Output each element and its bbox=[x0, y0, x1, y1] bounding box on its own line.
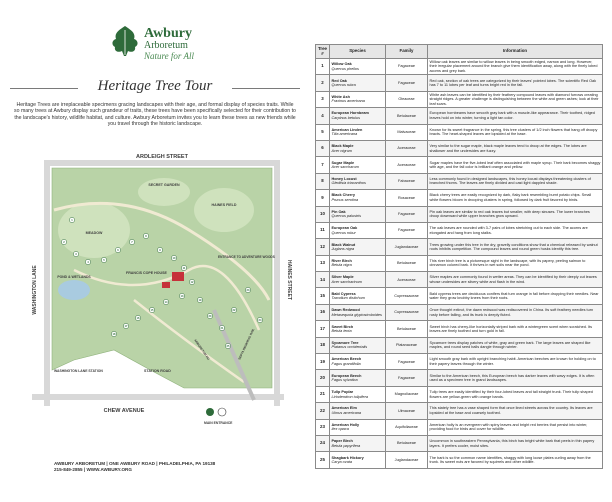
haines-road bbox=[274, 160, 280, 406]
table-row bbox=[316, 75, 603, 91]
tree-family: Fagaceae bbox=[386, 370, 428, 386]
table-row bbox=[316, 354, 603, 370]
tree-number: 9 bbox=[316, 190, 330, 206]
tree-family: Cupressaceae bbox=[386, 288, 428, 304]
oak-leaf-icon bbox=[108, 24, 142, 58]
species-latin: Acer saccharum bbox=[331, 165, 359, 170]
species-latin: Betula nigra bbox=[331, 263, 352, 268]
tree-species bbox=[330, 337, 386, 353]
species-latin: Fagus grandifolia bbox=[331, 361, 361, 366]
tree-info: Known for its sweet fragrance in the spring, this tree clusters of 1/2 inch flowers that hang off droopy bracts. The heart-shaped leaves are lopsided at the base. bbox=[428, 124, 603, 140]
tree-species bbox=[330, 255, 386, 271]
tree-info: Once thought extinct, the dawn redwood was rediscovered in China. Its soft feathery needles turn rusty before falling, and its trunk is deeply fluted. bbox=[428, 304, 603, 320]
tree-info: This river birch tree is a picturesque sight in the landscape, with its papery, peeling salmon to cinnamon colored bark. It thrives in wet soils near the pond. bbox=[428, 255, 603, 271]
species-common: Willow Oak bbox=[331, 62, 352, 67]
tree-number: 17 bbox=[316, 321, 330, 337]
tree-species bbox=[330, 190, 386, 206]
tree-family: Aceraceae bbox=[386, 140, 428, 156]
tree-species bbox=[330, 419, 386, 435]
tree-species bbox=[330, 321, 386, 337]
brand-subname: Arboretum bbox=[144, 40, 188, 51]
header-family: Family bbox=[386, 45, 428, 59]
species-common: Red Oak bbox=[331, 78, 347, 83]
tree-species bbox=[330, 370, 386, 386]
tree-info: Sycamore trees display patches of white, gray and green bark. The large leaves are shaped like maples, and round seed balls dangle through winter. bbox=[428, 337, 603, 353]
table-row bbox=[316, 59, 603, 75]
tree-family: Fagaceae bbox=[386, 75, 428, 91]
species-latin: Gleditsia triacanthos bbox=[331, 181, 366, 186]
tree-info: Less commonly found in designed landscapes, this honey locust displays threatening clusters of branched thorns. The leaves are finely divided and cast light dappled shade. bbox=[428, 173, 603, 189]
tree-number: 2 bbox=[316, 75, 330, 91]
tree-number: 23 bbox=[316, 419, 330, 435]
tree-marker-label: 21 bbox=[220, 327, 224, 331]
species-common: Tulip Poplar bbox=[331, 390, 354, 395]
species-common: River Birch bbox=[331, 258, 352, 263]
tree-number: 6 bbox=[316, 140, 330, 156]
table-row bbox=[316, 370, 603, 386]
tree-family: Platanaceae bbox=[386, 337, 428, 353]
tree-marker-label: 1 bbox=[71, 219, 73, 223]
species-common: Bald Cypress bbox=[331, 291, 356, 296]
tree-family: Cupressaceae bbox=[386, 304, 428, 320]
tree-marker-label: 16 bbox=[136, 317, 140, 321]
washington-road bbox=[44, 160, 50, 406]
tree-species bbox=[330, 59, 386, 75]
table-row bbox=[316, 157, 603, 173]
tree-marker-label: 18 bbox=[112, 333, 116, 337]
tree-info: The bark is so the common name identifies, shaggy with long loose plates curling away from the trunk. Its sweet nuts are favored by squirrels and other wildlife. bbox=[428, 452, 603, 468]
tree-info: Bald cypress trees are deciduous conifers that turn orange in fall before dropping their needles. Near water they grow knobby knees from their roots. bbox=[428, 288, 603, 304]
tree-family: Fagaceae bbox=[386, 354, 428, 370]
footer bbox=[54, 461, 304, 473]
label-pond: POND & WETLANDS bbox=[57, 275, 91, 279]
tree-family: Malvaceae bbox=[386, 124, 428, 140]
brand-name: Awbury bbox=[144, 26, 192, 41]
table-row bbox=[316, 452, 603, 468]
tree-species bbox=[330, 435, 386, 451]
footer-address: AWBURY ARBORETUM | ONE AWBURY ROAD | PHILADELPHIA, PA 19138 bbox=[54, 461, 216, 466]
street-chew: CHEW AVENUE bbox=[103, 408, 145, 414]
header-species: Species bbox=[330, 45, 386, 59]
tree-marker-label: 4 bbox=[87, 261, 89, 265]
species-latin: Juglans nigra bbox=[331, 246, 355, 251]
tree-family: Juglandaceae bbox=[386, 239, 428, 255]
street-ardleigh: ARDLEIGH STREET bbox=[136, 154, 188, 160]
table-row bbox=[316, 337, 603, 353]
tree-info: The oak leaves are rounded with 3-7 pairs of lobes stretching out to each side. The acorns are elongated and hang from long stalks. bbox=[428, 222, 603, 238]
tree-legend-icon bbox=[206, 408, 214, 416]
tree-info: White ash leaves can be identified by their feathery compound leaves with diamond furrows creating straight ridges. A greater challenge is distinguishing between the white and green ashes; look at their leaf scars. bbox=[428, 91, 603, 107]
tree-marker-label: 24 bbox=[258, 319, 262, 323]
septa-label: SEPTA REGIONAL RAIL bbox=[237, 327, 256, 361]
species-latin: Tilia americana bbox=[331, 132, 358, 137]
tree-species bbox=[330, 354, 386, 370]
tree-marker-label: 20 bbox=[208, 315, 212, 319]
species-latin: Carpinus betulus bbox=[331, 115, 360, 120]
pond-area bbox=[58, 280, 90, 300]
street-station: STATION ROAD bbox=[144, 369, 171, 373]
tree-species bbox=[330, 288, 386, 304]
tree-family: Juglandaceae bbox=[386, 452, 428, 468]
species-latin: Quercus palustris bbox=[331, 214, 362, 219]
tree-marker-label: 10 bbox=[172, 257, 176, 261]
species-common: Shagbark Hickory bbox=[331, 455, 364, 460]
tree-info: American holly is an evergreen with spiny leaves and bright red berries that persist into winter, providing food for birds and cover for wildlife. bbox=[428, 419, 603, 435]
tree-species bbox=[330, 206, 386, 222]
site-map bbox=[14, 150, 296, 440]
species-common: Pin Oak bbox=[331, 209, 346, 214]
awbury-logo bbox=[108, 22, 208, 64]
species-latin: Fraxinus americana bbox=[331, 99, 365, 104]
table-row bbox=[316, 304, 603, 320]
tree-family: Betulaceae bbox=[386, 321, 428, 337]
label-main-entrance: MAIN ENTRANCE bbox=[204, 421, 233, 425]
tree-info: Very similar to the sugar maple, black maple leaves tend to droop at the edges. The lobes are shallower and the undersides are fuzzy. bbox=[428, 140, 603, 156]
ardleigh-road bbox=[44, 160, 280, 166]
title-rule-right bbox=[232, 88, 300, 89]
chew-road bbox=[32, 394, 284, 400]
tree-species bbox=[330, 304, 386, 320]
tree-marker-label: 9 bbox=[159, 249, 161, 253]
tree-number: 19 bbox=[316, 354, 330, 370]
tree-table-panel bbox=[315, 44, 602, 469]
tree-info: European hornbeams have smooth gray bark with a muscle-like appearance. Their toothed, ridged leaves hold on into winter, turning a light tan color. bbox=[428, 108, 603, 124]
tree-info: Pin oak leaves are similar to red oak leaves but smaller, with deep sinuses. The lower branches droop downward while upper branches grow upward. bbox=[428, 206, 603, 222]
table-row bbox=[316, 124, 603, 140]
species-common: Honey Locust bbox=[331, 177, 357, 182]
tree-info: Uncommon in southeastern Pennsylvania, this birch has bright white bark that peels in thin papery layers. It prefers cooler, moist sites. bbox=[428, 435, 603, 451]
tree-family: Aceraceae bbox=[386, 157, 428, 173]
title-bar bbox=[10, 78, 300, 98]
tree-number: 14 bbox=[316, 272, 330, 288]
tree-info: This stately tree has a vase shaped form that once lined streets across the country. Its leaves are lopsided at the base and coarsely toothed. bbox=[428, 403, 603, 419]
table-row bbox=[316, 272, 603, 288]
intro-paragraph: Heritage Trees are irreplaceable specimens gracing landscapes with their age, and formal display of species traits. While so many trees at Awbury display such grandeur of traits, these trees have been specifically selected for their contribution to the landscape's history, wildlife habitat, and culture. Awbury Arboretum invites you to learn these trees as new friends while you travel through the historic landscape. bbox=[14, 102, 296, 128]
tree-marker-label: 2 bbox=[63, 241, 65, 245]
tree-species bbox=[330, 386, 386, 402]
tree-info: Red oak, section of oak trees are categorized by their leaves' pointed lobes. The scientific Red Oak has 7 to 11 lobes per leaf and turns bright red in the fall. bbox=[428, 75, 603, 91]
tree-number: 21 bbox=[316, 386, 330, 402]
street-washington: WASHINGTON LANE bbox=[32, 265, 38, 315]
table-row bbox=[316, 173, 603, 189]
tree-species bbox=[330, 239, 386, 255]
species-common: Paper Birch bbox=[331, 439, 353, 444]
tree-number: 3 bbox=[316, 91, 330, 107]
house-annex bbox=[162, 282, 170, 288]
tree-info: Willow oak leaves are similar to willow leaves in being smooth edged, narrow and long. However, their irregular placement around the branch give them identification away, along with the finely lobed acorns and grey bark. bbox=[428, 59, 603, 75]
species-latin: Betula lenta bbox=[331, 328, 352, 333]
species-latin: Acer saccharinum bbox=[331, 279, 362, 284]
tree-number: 15 bbox=[316, 288, 330, 304]
table-row bbox=[316, 255, 603, 271]
species-latin: Prunus serotina bbox=[331, 197, 359, 202]
tree-species bbox=[330, 75, 386, 91]
tree-family: Betulaceae bbox=[386, 108, 428, 124]
label-adventure-woods: ENTRANCE TO ADVENTURE WOODS bbox=[218, 255, 275, 259]
species-common: White Ash bbox=[331, 95, 350, 100]
label-meadow: MEADOW bbox=[85, 231, 103, 235]
table-row bbox=[316, 190, 603, 206]
tree-family: Fagaceae bbox=[386, 222, 428, 238]
table-row bbox=[316, 239, 603, 255]
species-latin: Liriodendron tulipifera bbox=[331, 394, 369, 399]
tree-marker-label: 25 bbox=[226, 345, 230, 349]
tree-info: Sweet birch has cherry-like horizontally striped bark with a wintergreen scent when scratched. Its leaves are finely toothed and turn gold in fall. bbox=[428, 321, 603, 337]
label-arboretum-rd: ARBORETUM RD bbox=[193, 338, 211, 361]
table-row bbox=[316, 435, 603, 451]
species-latin: Taxodium distichum bbox=[331, 296, 365, 301]
species-latin: Quercus robur bbox=[331, 230, 356, 235]
tree-family: Fagaceae bbox=[386, 206, 428, 222]
species-latin: Carya ovata bbox=[331, 460, 352, 465]
species-common: American Beech bbox=[331, 357, 362, 362]
tree-species bbox=[330, 140, 386, 156]
haines-field-area bbox=[194, 188, 254, 232]
species-common: Dawn Redwood bbox=[331, 308, 360, 313]
tree-species bbox=[330, 452, 386, 468]
tree-family: Rosaceae bbox=[386, 190, 428, 206]
tree-info: Trees growing under this tree in the dry, gravelly conditions show that a chemical released by walnut roots inhibits competition. The compound leaves and round green husks identify this tree. bbox=[428, 239, 603, 255]
tree-number: 22 bbox=[316, 403, 330, 419]
tree-number: 13 bbox=[316, 255, 330, 271]
tree-species bbox=[330, 173, 386, 189]
page-title: Heritage Tree Tour bbox=[97, 78, 213, 94]
species-common: American Linden bbox=[331, 127, 363, 132]
tree-marker-label: 13 bbox=[180, 295, 184, 299]
tree-number: 16 bbox=[316, 304, 330, 320]
left-panel bbox=[0, 0, 305, 502]
tree-marker-label: 3 bbox=[75, 253, 77, 257]
street-haines: HAINES STREET bbox=[286, 259, 292, 301]
species-common: Silver Maple bbox=[331, 275, 354, 280]
table-row bbox=[316, 386, 603, 402]
tree-family: Ulmaceae bbox=[386, 403, 428, 419]
species-latin: Quercus phellos bbox=[331, 66, 359, 71]
species-common: American Holly bbox=[331, 422, 360, 427]
tree-marker-label: 17 bbox=[124, 325, 128, 329]
species-common: Black Cherry bbox=[331, 193, 355, 198]
tree-number: 5 bbox=[316, 124, 330, 140]
tree-species bbox=[330, 108, 386, 124]
species-latin: Ilex opaca bbox=[331, 427, 349, 432]
tree-info: Black cherry trees are easily recognized by dark, flaky bark resembling burnt potato chips. Small white flowers bloom in drooping clusters in spring, followed by dark fruit favored by birds. bbox=[428, 190, 603, 206]
tree-family: Oleaceae bbox=[386, 91, 428, 107]
tree-number: 11 bbox=[316, 222, 330, 238]
table-row bbox=[316, 288, 603, 304]
species-latin: Acer nigrum bbox=[331, 148, 352, 153]
label-cope-house: FRANCIS COPE HOUSE bbox=[126, 271, 167, 275]
tree-marker-label: 15 bbox=[150, 309, 154, 313]
footer-contact: 215-849-2855 | WWW.AWBURY.ORG bbox=[54, 467, 132, 472]
tree-family: Betulaceae bbox=[386, 255, 428, 271]
species-latin: Quercus rubra bbox=[331, 83, 356, 88]
station-washington: WASHINGTON LANE STATION bbox=[54, 369, 103, 373]
tree-species bbox=[330, 157, 386, 173]
tree-marker-label: 12 bbox=[190, 281, 194, 285]
tree-number: 12 bbox=[316, 239, 330, 255]
tree-info: Tulip trees are easily identified by their four-lobed leaves and tall straight trunk. Their tulip shaped flowers are yellow-green with orange bands. bbox=[428, 386, 603, 402]
species-common: Sweet Birch bbox=[331, 324, 354, 329]
tree-marker-label: 22 bbox=[232, 309, 236, 313]
species-common: European Oak bbox=[331, 226, 358, 231]
tree-family: Fabaceae bbox=[386, 173, 428, 189]
tree-number: 20 bbox=[316, 370, 330, 386]
tree-number: 25 bbox=[316, 452, 330, 468]
species-common: European Beech bbox=[331, 373, 362, 378]
species-common: Black Maple bbox=[331, 144, 354, 149]
francis-cope-house bbox=[172, 272, 184, 281]
tree-species bbox=[330, 403, 386, 419]
species-latin: Metasequoia glyptostroboides bbox=[331, 312, 382, 317]
brand-tagline: Nature for All bbox=[144, 51, 195, 61]
species-latin: Fagus sylvatica bbox=[331, 378, 358, 383]
table-row bbox=[316, 419, 603, 435]
tree-family: Aceraceae bbox=[386, 272, 428, 288]
tree-number: 7 bbox=[316, 157, 330, 173]
tree-marker-label: 7 bbox=[131, 241, 133, 245]
tree-number: 18 bbox=[316, 337, 330, 353]
tree-info: Similar to the American beech, this European beech has darker leaves with wavy edges. It is often used as a specimen tree in grand landscapes. bbox=[428, 370, 603, 386]
tree-marker-label: 23 bbox=[246, 289, 250, 293]
species-latin: Platanus occidentalis bbox=[331, 345, 368, 350]
species-common: Black Walnut bbox=[331, 242, 356, 247]
tree-species bbox=[330, 91, 386, 107]
table-row bbox=[316, 206, 603, 222]
table-row bbox=[316, 403, 603, 419]
tree-table bbox=[315, 44, 603, 469]
table-row bbox=[316, 91, 603, 107]
tree-marker-label: 6 bbox=[117, 249, 119, 253]
tree-info: Light smooth gray bark with upright branching habit. American beeches are known for holding on to their papery leaves through the winter. bbox=[428, 354, 603, 370]
species-common: American Elm bbox=[331, 406, 357, 411]
tree-marker-label: 14 bbox=[164, 301, 168, 305]
tree-marker-label: 11 bbox=[182, 267, 186, 271]
table-row bbox=[316, 140, 603, 156]
tree-marker-label: 8 bbox=[145, 235, 147, 239]
species-latin: Ulmus americana bbox=[331, 410, 362, 415]
header-number: Tree # bbox=[316, 45, 330, 59]
tree-family: Betulaceae bbox=[386, 435, 428, 451]
table-row bbox=[316, 321, 603, 337]
tree-info: Sugar maples have the five-lobed leaf often associated with maple syrup. Their bark becomes shaggy with age, and the fall color is brilliant orange and yellow. bbox=[428, 157, 603, 173]
species-latin: Betula papyrifera bbox=[331, 443, 361, 448]
tree-number: 10 bbox=[316, 206, 330, 222]
tree-info: Silver maples are commonly found in wetter areas. They can be identified by their deeply cut leaves whose undersides are silvery white and flash in the wind. bbox=[428, 272, 603, 288]
species-common: Sycamore Tree bbox=[331, 340, 359, 345]
tree-number: 4 bbox=[316, 108, 330, 124]
tree-family: Fagaceae bbox=[386, 59, 428, 75]
site-map-svg bbox=[14, 150, 296, 440]
species-common: Sugar Maple bbox=[331, 160, 355, 165]
tree-number: 24 bbox=[316, 435, 330, 451]
tree-number: 1 bbox=[316, 59, 330, 75]
header-info: Information bbox=[428, 45, 603, 59]
tree-species bbox=[330, 222, 386, 238]
tree-species bbox=[330, 124, 386, 140]
label-haines-field: HAINES FIELD bbox=[211, 203, 237, 207]
tree-species bbox=[330, 272, 386, 288]
tree-number: 8 bbox=[316, 173, 330, 189]
table-row bbox=[316, 222, 603, 238]
tree-marker-label: 5 bbox=[103, 259, 105, 263]
tree-marker-label: 19 bbox=[198, 299, 202, 303]
table-row bbox=[316, 108, 603, 124]
tree-family: Magnoliaceae bbox=[386, 386, 428, 402]
species-common: European Hornbeam bbox=[331, 111, 369, 116]
tree-family: Aquifoliaceae bbox=[386, 419, 428, 435]
label-secret-garden: SECRET GARDEN bbox=[148, 183, 180, 187]
